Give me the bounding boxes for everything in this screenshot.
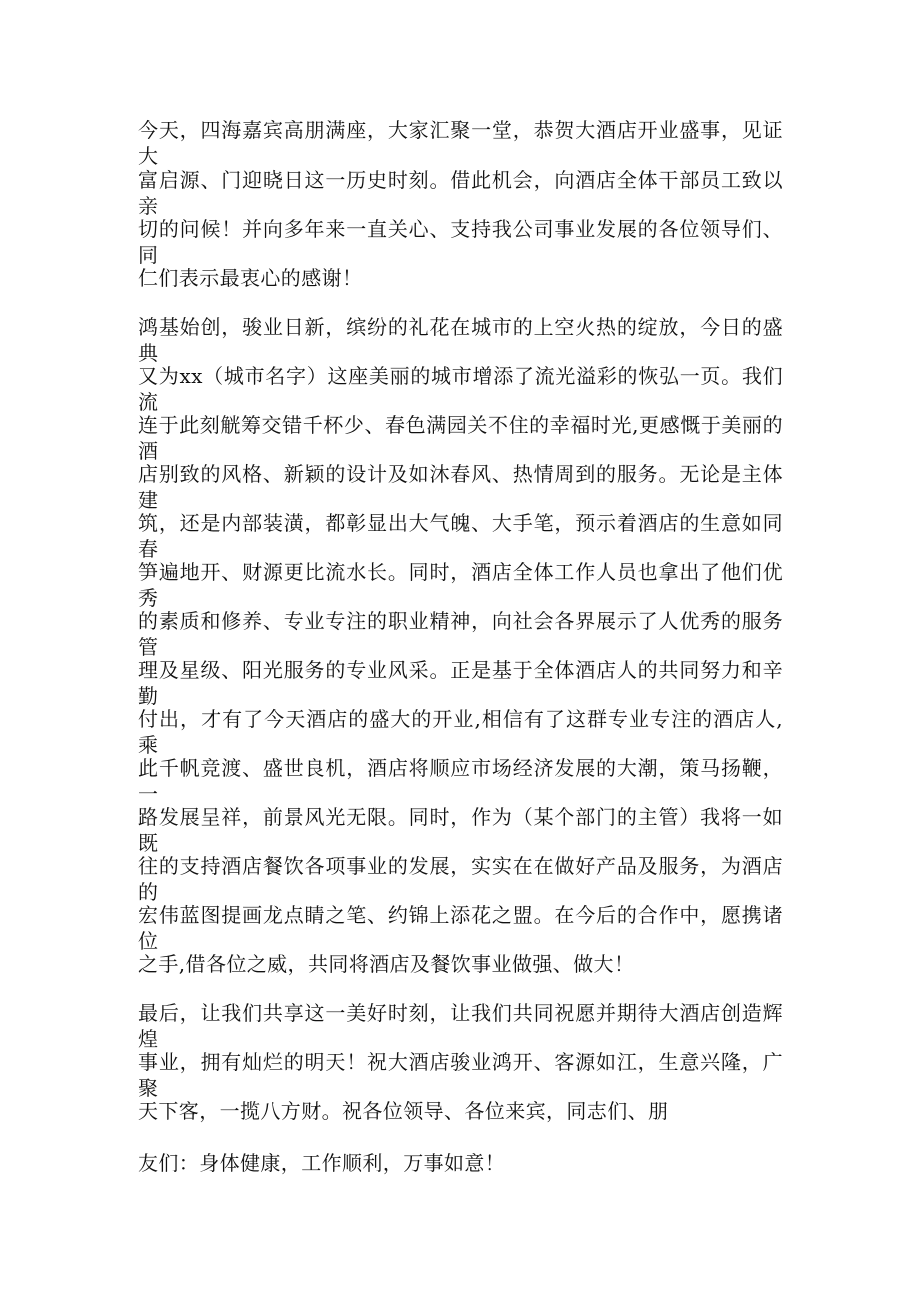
paragraph-2-line-7: 的素质和修养、专业专注的职业精神，向社会各界展示了人优秀的服务管 — [138, 609, 783, 659]
paragraph-3-line-3: 天下客，一揽八方财。祝各位领导、各位来宾，同志们、朋 — [138, 1099, 669, 1123]
paragraph-2-line-12: 往的支持酒店餐饮各项事业的发展，实实在在做好产品及服务，为酒店的 — [138, 854, 783, 904]
paragraph-2-line-4: 店别致的风格、新颖的设计及如沐春风、热情周到的服务。无论是主体建 — [138, 462, 783, 512]
paragraph-2-line-2: 又为xx（城市名字）这座美丽的城市增添了流光溢彩的恢弘一页。我们流 — [138, 364, 783, 414]
paragraph-2-line-8: 理及星级、阳光服务的专业风采。正是基于全体酒店人的共同努力和辛勤 — [138, 658, 783, 708]
paragraph-2-line-6: 笋遍地开、财源更比流水长。同时，酒店全体工作人员也拿出了他们优秀 — [138, 560, 783, 610]
paragraph-2-line-3: 连于此刻觥筹交错千杯少、春色满园关不住的幸福时光,更感慨于美丽的酒 — [138, 413, 783, 463]
paragraph-1-line-3: 切的问候！并向多年来一直关心、支持我公司事业发展的各位领导们、同 — [138, 217, 783, 267]
paragraph-2-line-10: 此千帆竞渡、盛世良机，酒店将顺应市场经济发展的大潮，策马扬鞭，一 — [138, 756, 783, 806]
paragraph-1-line-1: 今天，四海嘉宾高朋满座，大家汇聚一堂，恭贺大酒店开业盛事，见证大 — [138, 118, 783, 168]
paragraph-2-line-11: 路发展呈祥，前景风光无限。同时，作为（某个部门的主管）我将一如既 — [138, 805, 783, 855]
paragraph-1-line-4: 仁们表示最衷心的感谢！ — [138, 266, 363, 290]
paragraph-3-line-1: 最后，让我们共享这一美好时刻，让我们共同祝愿并期待大酒店创造辉煌 — [138, 1001, 783, 1051]
paragraph-2-line-13: 宏伟蓝图提画龙点睛之笔、约锦上添花之盟。在今后的合作中，愿携诸位 — [138, 903, 783, 953]
paragraph-1-line-2: 富启源、门迎晓日这一历史时刻。借此机会，向酒店全体干部员工致以亲 — [138, 168, 783, 218]
paragraph-4-line-1: 友们：身体健康，工作顺利，万事如意！ — [138, 1151, 506, 1175]
paragraph-2-line-9: 付出，才有了今天酒店的盛大的开业,相信有了这群专业专注的酒店人,乘 — [138, 707, 783, 757]
paragraph-2-line-1: 鸿基始创，骏业日新，缤纷的礼花在城市的上空火热的绽放，今日的盛典 — [138, 315, 783, 365]
paragraph-2-line-5: 筑，还是内部装潢，都彰显出大气魄、大手笔，预示着酒店的生意如同春 — [138, 511, 783, 561]
paragraph-3-line-2: 事业，拥有灿烂的明天！祝大酒店骏业鸿开、客源如江，生意兴隆，广聚 — [138, 1050, 783, 1100]
paragraph-2-line-14: 之手,借各位之威，共同将酒店及餐饮事业做强、做大！ — [138, 952, 635, 976]
